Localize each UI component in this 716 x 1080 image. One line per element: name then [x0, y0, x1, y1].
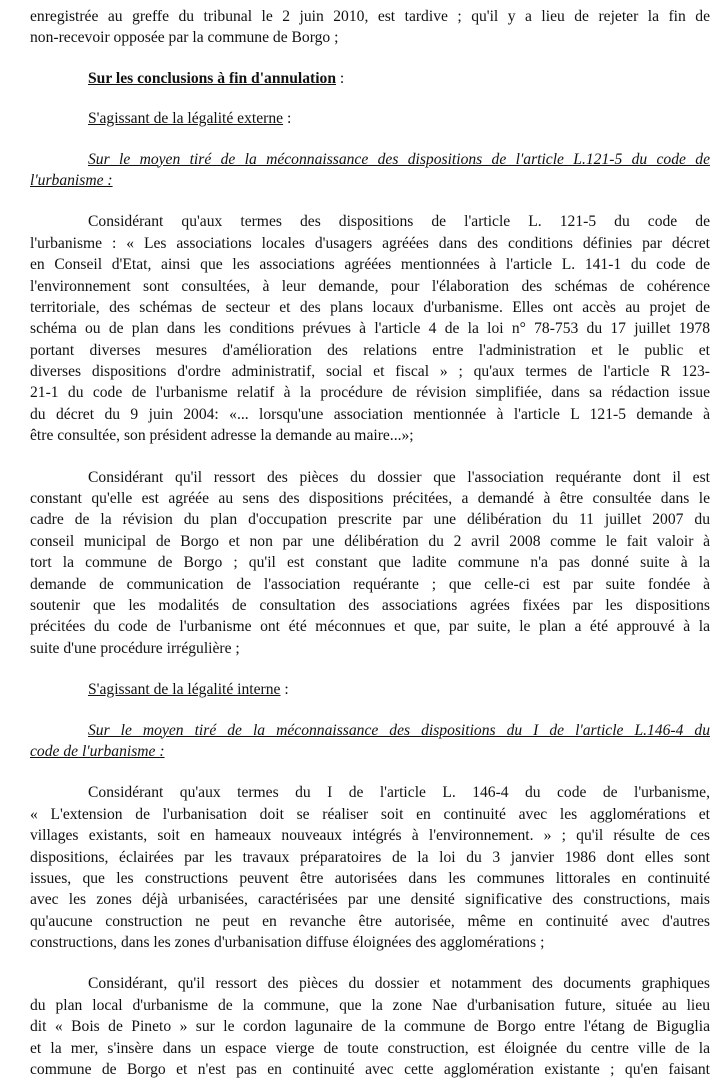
text-line: diverses dispositions d'ordre administratif, social et fiscal » ; qu'aux termes de l'article R 123- [30, 363, 710, 381]
heading-text: S'agissant de la légalité externe [88, 110, 284, 128]
heading-colon: : [283, 110, 292, 128]
text-line: précitées du code de l'urbanisme ont été méconnues et que, par suite, le plan a été approuvé à la [30, 618, 710, 636]
text-line: « L'extension de l'urbanisation doit se réaliser soit en continuité avec les agglomérations et [30, 805, 710, 823]
heading-text: S'agissant de la légalité interne [88, 681, 281, 699]
text-line: commune de Borgo et n'est pas en continuité avec cette agglomération existante ; qu'en faisant [30, 1061, 710, 1079]
text-line: l'environnement sont consultées, à leur demande, pour l'élaboration des schémas de cohérence [30, 277, 710, 295]
heading-text: Sur les conclusions à fin d'annulation [88, 69, 336, 87]
heading-colon: : [336, 69, 345, 87]
text-line: du plan local d'urbanisme de la commune, que la zone Nae d'urbanisation future, située au lieu [30, 996, 710, 1014]
text-line: tort la commune de Borgo ; qu'il est constant que ladite commune n'a pas donné suite à la [30, 554, 710, 572]
section-heading-conclusions [30, 68, 710, 89]
text-line: issues, que les constructions peuvent être autorisées dans les communes littorales en continuité [30, 869, 710, 887]
text-line: constructions, dans les zones d'urbanisation diffuse éloignées des agglomérations ; [30, 934, 545, 952]
text-line: avec les zones déjà urbanisées, caractérisées par une densité significative des constructions, mais [30, 891, 710, 909]
text-line: portant diverses mesures d'amélioration des relations entre l'administration et le public et [30, 341, 710, 359]
text-line: et la mer, s'insère dans un espace vierge de toute construction, est éloignée du centre ville de la [30, 1039, 710, 1057]
text-line: demande de communication de l'association requérante ; que celle-ci est par suite fondée à [30, 575, 710, 593]
document-page [30, 6, 710, 1080]
text-line: Sur le moyen tiré de la méconnaissance des dispositions de l'article L.121-5 du code de [88, 150, 710, 168]
text-line: Considérant qu'aux termes du I de l'article L. 146-4 du code de l'urbanisme, [88, 784, 710, 802]
text-line: dit « Bois de Pineto » sur le cordon lagunaire de la commune de Borgo entre l'étang de Biguglia [30, 1018, 710, 1036]
text-line: Sur le moyen tiré de la méconnaissance des dispositions du I de l'article L.146-4 du [88, 721, 710, 739]
text-line: du décret du 9 juin 2004: «... lorsqu'une association mentionnée à l'article L 121-5 demande à [30, 405, 710, 423]
text-line: dispositions, éclairées par les travaux préparatoires de la loi du 3 janvier 1986 dont elles sont [30, 848, 710, 866]
text-line: schéma ou de plan dans les conditions prévues à l'article 4 de la loi n° 78-753 du 17 juillet 1978 [30, 320, 710, 338]
text-line: soutenir que les modalités de consultation des associations agrées fixées par les dispositions [30, 596, 710, 614]
paragraph-considerant-4 [30, 973, 710, 1080]
intro-paragraph [30, 6, 710, 49]
text-line: Considérant qu'il ressort des pièces du dossier que l'association requérante dont il est [88, 468, 710, 486]
text-line: constant qu'elle est agréée au sens des dispositions précitées, a demandé à être consultée dans le [30, 490, 710, 508]
text-line: Considérant, qu'il ressort des pièces du dossier et notamment des documents graphiques [88, 975, 710, 993]
text-line: l'urbanisme : [30, 171, 113, 189]
text-line: non-recevoir opposée par la commune de Borgo ; [30, 29, 339, 47]
paragraph-considerant-2 [30, 467, 710, 660]
text-line: l'urbanisme : « Les associations locales d'usagers agréées dans des conditions définies par décret [30, 234, 710, 252]
text-line: en Conseil d'Etat, ainsi que les associations agréées mentionnées à l'article L. 141-1 du code de [30, 256, 710, 274]
text-line: code de l'urbanisme : [30, 742, 165, 760]
text-line: enregistrée au greffe du tribunal le 2 juin 2010, est tardive ; qu'il y a lieu de rejeter la fin de [30, 8, 710, 25]
text-line: 21-1 du code de l'urbanisme relatif à la procédure de révision simplifiée, dans sa rédaction issue [30, 384, 710, 402]
moyen-heading-1 [30, 149, 710, 192]
text-line: conseil municipal de Borgo et non par une délibération du 2 avril 2008 comme le fait valoir à [30, 532, 710, 550]
heading-colon: : [280, 681, 289, 699]
text-line: Considérant qu'aux termes des dispositions de l'article L. 121-5 du code de [88, 213, 710, 231]
text-line: cadre de la révision du plan d'occupation prescrite par une délibération du 11 juillet 2007 du [30, 511, 710, 529]
text-line: qu'aucune construction ne peut en revanche être autorisée, même en continuité avec d'autres [30, 912, 710, 930]
text-line: villages existants, soit en hameaux nouveaux intégrés à l'environnement. » ; qu'il résulte de ces [30, 827, 710, 845]
paragraph-considerant-1 [30, 211, 710, 446]
subsection-heading-legalite-interne [30, 679, 710, 700]
text-line: territoriale, des schémas de secteur et des plans locaux d'urbanisme. Elles ont accès au projet de [30, 298, 710, 316]
subsection-heading-legalite-externe [30, 108, 710, 129]
text-line: suite d'une procédure irrégulière ; [30, 639, 240, 657]
paragraph-considerant-3 [30, 782, 710, 953]
moyen-heading-2 [30, 720, 710, 763]
text-line: être consultée, son président adresse la demande au maire...»; [30, 427, 414, 445]
